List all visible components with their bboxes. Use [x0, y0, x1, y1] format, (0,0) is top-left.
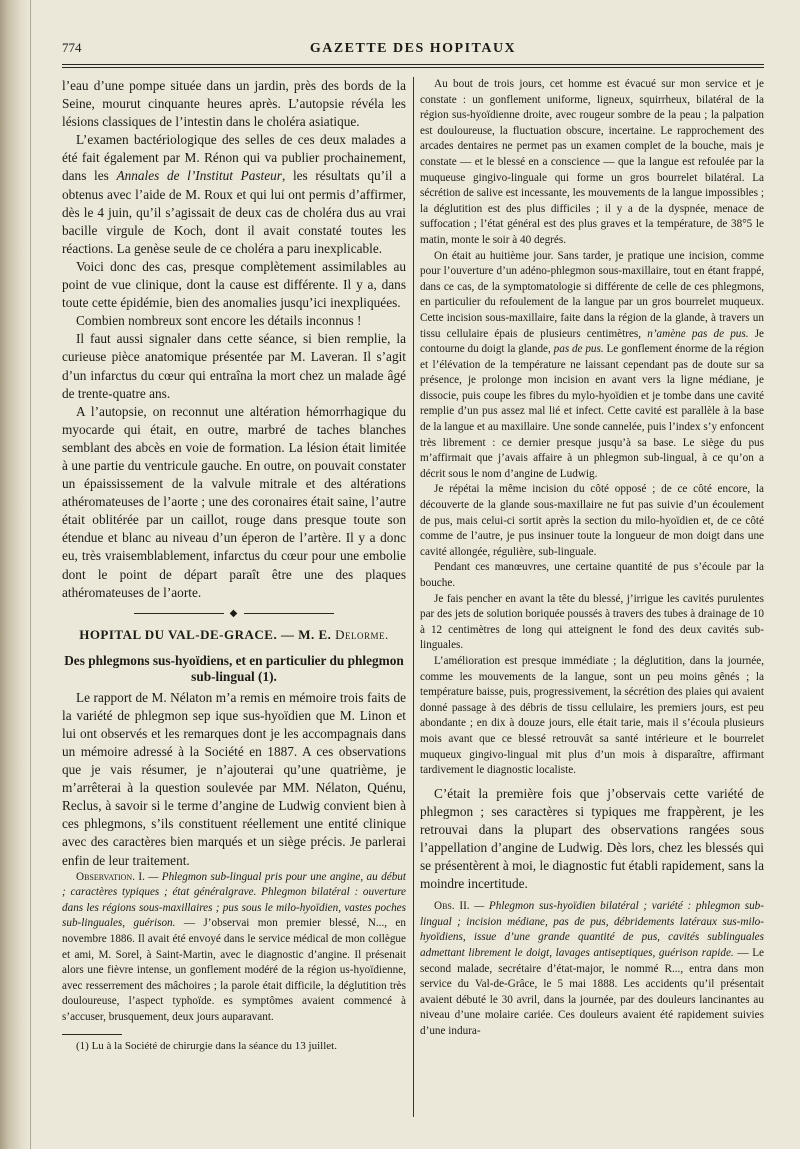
paragraph: Je fais pencher en avant la tête du blessé, j’irrigue les cavités purulentes par des jets de solution boriquée poussés à travers des tubes à drainage de 10 à 12 centimètres de long qui atteignent le fond des deux cavités sub-linguales.: [420, 592, 764, 652]
paragraph: L’amélioration est presque immédiate ; la déglutition, dans la journée, comme les mouvements de la langue, sont un peu moins gênés ; la température baisse, puis, progressivement, la sécrétion des plaies qui avaient donné passage à des débris de tissu cellulaire, les premiers jours, est peu abondante ; en dix à douze jours, elle était tarie, mais il s’écoula plusieurs mois avant que ce blessé retrouvât sa santé intérieure et le bourrelet muqueux gingivo-lingual mit plus d’un mois à disparaître, affirmant tardivement le diagnostic localiste.: [420, 654, 764, 777]
paragraph: Au bout de trois jours, cet homme est évacué sur mon service et je constate : un gonflement uniforme, ligneux, squirrheux, bilatéral de la région sus-hyoïdienne droite, avec rougeur sombre de la peau ; la palpation est douloureuse, la fluctuation obscure, incertaine. Le rapprochement des arcades dentaires ne permet pas un examen complet de la bouche, mais je constate — et le blessé en a conscience — que la langue est refoulée par la muqueuse gingivo-linguale qui forme un gros bourrelet bilatéral. La sécrétion de salive est incessante, les mouvements de la langue impossibles ; la déglutition est des plus difficiles ; il y a de la dyspnée, menace de suffocation ; l’état général est des plus graves et la température, de 38°5 le matin, monte le soir à 40 degrés.: [420, 78, 764, 246]
journal-title: GAZETTE DES HOPITAUX: [309, 41, 517, 56]
paragraph: Le rapport de M. Nélaton m’a remis en mémoire trois faits de la variété de phlegmon sep ique sus-hyoïdien que M. Linon et lui ont observés et les remarques dont je les accompagnais dans un mémoire adressé à la Société en 1887. A ces observations que je vais résumer, je n’ajouterai qu’une quatrième, je m’arrêterai à la question soulevée par MM. Nélaton, Quénu, Reclus, à savoir si le terme d’angine de Ludwig convient bien à ces phlegmons, s’ils constituent réellement une entité clinique avec des caractères bien marqués et un siège précis. Je parlerai enfin de leur traitement.: [62, 689, 406, 868]
paragraph: Combien nombreux sont encore les détails inconnus !: [76, 313, 362, 329]
paragraph: On était au huitième jour. Sans tarder, je pratique une incision, comme pour l’ouverture d’un adéno-phlegmon sous-maxillaire, tout en étant frappé, dans ce cas, de la symptomatologie si différente de celle de ces phlegmons, en particulier du refoulement de la langue par un gros bourrelet muqueux. Cette incision sous-maxillaire, faite dans la région de la glande, à travers un tissu cellulaire épais de plusieurs centimètres, n’amène pas de pus. Je contourne du doigt la glande, pas de pus. Le gonflement énorme de la région et l’élévation de la température ne laissant cependant pas de doute sur sa présence, je prolonge mon incision en avant vers la ligne médiane, je dissocie, puis coupe les fibres du mylo-hyoïdien et je tombe dans une cavité remplie d’un pus assez mal lié et infect. Cette cavité est parallèle à la base de la langue et au maxillaire. Une sonde cannelée, puis l’index s’y enfoncent très librement : ce dernier presque jusqu’à sa base. Le siège du pus m’affirmait que j’avais affaire à un phlegmon sub-lingual, à ce qu’on a décrit sous le nom d’angine de Ludwig.: [420, 249, 764, 480]
page-number: 774: [62, 40, 82, 55]
footnote: (1) Lu à la Société de chirurgie dans la séance du 13 juillet.: [76, 1039, 337, 1052]
paragraph: Pendant ces manœuvres, une certaine quantité de pus s’écoule par la bouche.: [420, 561, 764, 589]
column-divider: [413, 77, 414, 1117]
paragraph: Il faut aussi signaler dans cette séance, si bien remplie, la curieuse pièce anatomique présentée par M. Laveran. Il s’agit d’un infarctus du cœur qui entraîna la mort chez un malade âgé de trente-quatre ans.: [62, 331, 406, 401]
observation-paragraph: Observation. I. — Phlegmon sub-lingual pris pour une angine, au début ; caractères typiques ; état généralgrave. Phlegmon bilatéral : ouverture dans les régions sous-maxillaires ; pus sous le milo-hyoïdien, vastes poches sub-linguales, guérison. — J’observai mon premier blessé, N..., en novembre 1886. Il avait été envoyé dans le service médical de mon collègue et ami, M. Sorel, à Saint-Martin, avec le diagnostic d’angine. Il présenait alors une fièvre intense, un gonflement modéré de la région us-hyoïdienne, avec resserrement des mâchoires ; la parole était difficile, la déglutition très douloureuse, l’aspect typhoïde. es symptômes avaient commencé à s’accuser, brusquement, deux jours auparavant.: [62, 870, 406, 1023]
article-title: Des phlegmons sus-hyoïdiens, et en particulier du phlegmon sub-lingual (1).: [64, 652, 404, 684]
section-author: Delorme.: [335, 626, 389, 642]
observation-paragraph: Obs. II. — Phlegmon sus-hyoïdien bilatéral ; variété : phlegmon sub-lingual ; incision médiane, pas de pus, débridements latéraux sus-milo-hyoïdiens, issue d’une grande quantité de pus, cavités sublinguales admettant librement le doigt, lavages antiseptiques, guérison rapide. — Le second malade, secrétaire d’état-major, le nommé R..., entra dans mon service du Val-de-Grâce, le 5 mai 1888. Les accidents qu’il présentait avaient débuté le 30 avril, dans la journée, par des douleurs lancinantes au niveau d’une molaire cariée. Ces douleurs avaient été rapidement suivies d’une indura-: [420, 900, 764, 1038]
paragraph: L’examen bactériologique des selles de ces deux malades a été fait également par M. Rénon qui va publier prochainement, dans les Annales de l’Institut Pasteur, les résultats qu’il a obtenus avec l’aide de M. Roux et qui lui ont permis d’affirmer, dès le 4 juin, qu’il s’agissait de deux cas de choléra dus au vrai bacille virgule de Koch, dont il avait constaté toutes les réactions. La genèse seule de ce choléra a paru inexplicable.: [62, 132, 406, 256]
left-column: [62, 77, 406, 1117]
paragraph: C’était la première fois que j’observais cette variété de phlegmon ; ses caractères si typiques me frappèrent, je les retrouvai dans la plupart des observations rangées sous l’appellation d’angine de Ludwig. Dès lors, chez les blessés qui se présentèrent à moi, le diagnostic fut établi rapidement, sans la moindre incertitude.: [420, 785, 764, 892]
section-ornament: ◆: [62, 608, 406, 619]
right-column: [420, 77, 764, 1117]
paragraph: Voici donc des cas, presque complètement assimilables au point de vue clinique, dont la cause est différente. Il y a, dans toute cette épidémie, bien des anomalies jusqu’ici inexpliquées.: [62, 258, 406, 311]
section-heading: HOPITAL DU VAL-DE-GRACE. — M. E. Delorme.: [79, 626, 389, 642]
page-header: [62, 40, 764, 65]
paragraph: A l’autopsie, on reconnut une altération hémorrhagique du myocarde qui était, en outre, marbré de taches blanches semblant des abcès en voie de formation. La lésion était limitée à une partie du ventricule gauche. En outre, on pouvait constater un épaississement de la valvule mitrale et des altérations athéromateuses de l’aorte ; une des coronaires était saine, l’autre était oblitérée par un caillot, rouge dans presque toute son étendue et blanc au niveau d’un éperon de l’artère. Il y a donc eu, très vraisemblablement, infarctus du cœur pour une embolie dont le point de départ paraît être une des plaques athéromateuses de l’aorte.: [62, 403, 406, 600]
text-columns: [62, 77, 764, 1117]
paragraph: Je répétai la même incision du côté opposé ; de ce côté encore, la découverte de la glande sous-maxillaire ne fut pas suivie d’un écoulement de pus, mais celui-ci sortit après la section du milo-hyoïdien et, de ce côté comme de l’autre, je pus insinuer toute la longueur de mon doigt dans une cavité allongée, régulière, sub-linguale.: [420, 483, 764, 558]
paragraph: l’eau d’une pompe située dans un jardin, près des bords de la Seine, mourut cinquante heures après. L’autopsie révéla les lésions classiques de l’intestin dans le choléra asiatique.: [62, 78, 406, 130]
footnote-rule: [62, 1034, 122, 1035]
